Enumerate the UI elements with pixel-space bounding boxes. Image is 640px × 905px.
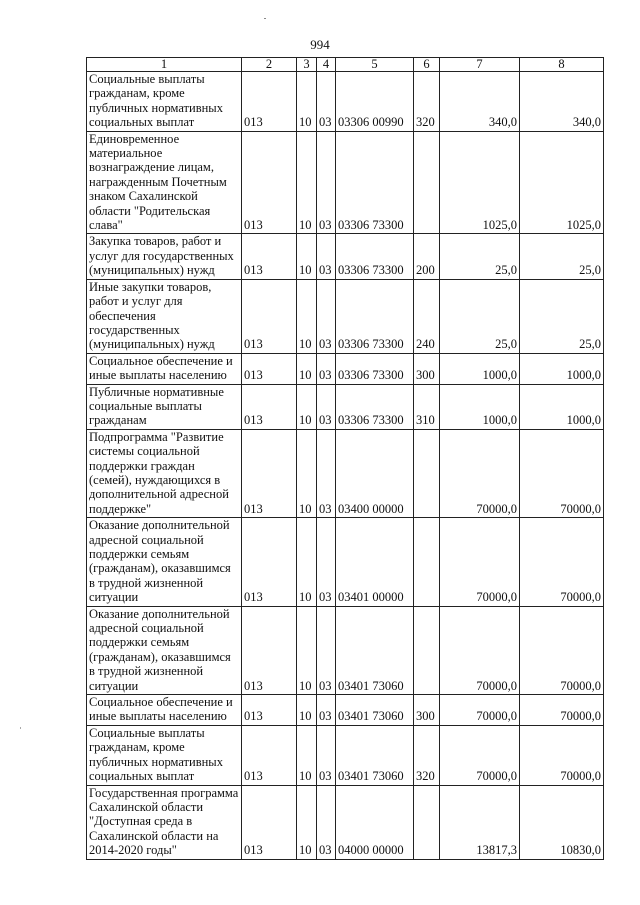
cell-ministry: 013: [242, 695, 297, 726]
cell-amount-7: 70000,0: [440, 518, 520, 606]
cell-section: 10: [297, 725, 317, 785]
cell-amount-7: 70000,0: [440, 429, 520, 517]
cell-ministry: 013: [242, 131, 297, 234]
row-name: Подпрограмма "Развитие системы социальной поддержки граждан (семей), нуждающихся в дополнительной адресной поддержке": [87, 429, 242, 517]
row-name: Социальные выплаты гражданам, кроме публичных нормативных социальных выплат: [87, 725, 242, 785]
cell-target-article: 04000 00000: [336, 785, 414, 859]
cell-expense-type: [414, 518, 440, 606]
col-header: 8: [520, 58, 604, 72]
row-name: Социальные выплаты гражданам, кроме публичных нормативных социальных выплат: [87, 72, 242, 132]
cell-subsection: 03: [317, 606, 336, 694]
cell-section: 10: [297, 72, 317, 132]
cell-amount-8: 1000,0: [520, 384, 604, 429]
cell-ministry: 013: [242, 234, 297, 279]
table-row: [87, 279, 604, 353]
cell-subsection: 03: [317, 695, 336, 726]
row-name: Оказание дополнительной адресной социальной поддержки семьям (гражданам), оказавшимся в трудной жизненной ситуации: [87, 606, 242, 694]
cell-target-article: 03306 73300: [336, 353, 414, 384]
row-name: Оказание дополнительной адресной социальной поддержки семьям (гражданам), оказавшимся в трудной жизненной ситуации: [87, 518, 242, 606]
col-header: 6: [414, 58, 440, 72]
cell-amount-8: 70000,0: [520, 695, 604, 726]
cell-amount-7: 25,0: [440, 234, 520, 279]
col-header: 5: [336, 58, 414, 72]
col-header: 2: [242, 58, 297, 72]
scan-speck: [264, 18, 266, 19]
cell-expense-type: 320: [414, 72, 440, 132]
cell-amount-7: 25,0: [440, 279, 520, 353]
cell-section: 10: [297, 785, 317, 859]
cell-ministry: 013: [242, 785, 297, 859]
cell-target-article: 03306 73300: [336, 279, 414, 353]
cell-subsection: 03: [317, 785, 336, 859]
page-number: 994: [310, 37, 330, 52]
cell-expense-type: 200: [414, 234, 440, 279]
cell-subsection: 03: [317, 131, 336, 234]
cell-ministry: 013: [242, 384, 297, 429]
cell-amount-8: 1000,0: [520, 353, 604, 384]
cell-amount-7: 1000,0: [440, 384, 520, 429]
cell-ministry: 013: [242, 429, 297, 517]
budget-table: [86, 57, 604, 860]
cell-section: 10: [297, 384, 317, 429]
table-row: [87, 518, 604, 606]
cell-target-article: 03306 73300: [336, 384, 414, 429]
cell-amount-8: 70000,0: [520, 518, 604, 606]
cell-section: 10: [297, 131, 317, 234]
col-header: 4: [317, 58, 336, 72]
table-row: [87, 234, 604, 279]
cell-section: 10: [297, 279, 317, 353]
col-header: 3: [297, 58, 317, 72]
cell-target-article: 03306 00990: [336, 72, 414, 132]
cell-expense-type: [414, 429, 440, 517]
cell-expense-type: [414, 131, 440, 234]
cell-ministry: 013: [242, 606, 297, 694]
cell-target-article: 03306 73300: [336, 234, 414, 279]
cell-section: 10: [297, 606, 317, 694]
cell-expense-type: [414, 606, 440, 694]
cell-target-article: 03401 73060: [336, 725, 414, 785]
cell-target-article: 03401 73060: [336, 695, 414, 726]
cell-amount-8: 10830,0: [520, 785, 604, 859]
cell-amount-7: 1000,0: [440, 353, 520, 384]
scan-speck: [20, 727, 21, 729]
cell-section: 10: [297, 234, 317, 279]
col-header: 1: [87, 58, 242, 72]
table-row: [87, 353, 604, 384]
cell-ministry: 013: [242, 518, 297, 606]
cell-amount-7: 13817,3: [440, 785, 520, 859]
table-row: [87, 695, 604, 726]
cell-amount-8: 25,0: [520, 279, 604, 353]
cell-expense-type: [414, 785, 440, 859]
row-name: Социальное обеспечение и иные выплаты населению: [87, 695, 242, 726]
table-row: [87, 725, 604, 785]
cell-expense-type: 300: [414, 695, 440, 726]
row-name: Социальное обеспечение и иные выплаты населению: [87, 353, 242, 384]
cell-subsection: 03: [317, 234, 336, 279]
cell-subsection: 03: [317, 429, 336, 517]
cell-target-article: 03401 73060: [336, 606, 414, 694]
cell-amount-7: 70000,0: [440, 725, 520, 785]
cell-ministry: 013: [242, 725, 297, 785]
cell-target-article: 03306 73300: [336, 131, 414, 234]
cell-amount-8: 70000,0: [520, 725, 604, 785]
cell-expense-type: 310: [414, 384, 440, 429]
cell-amount-7: 1025,0: [440, 131, 520, 234]
row-name: Публичные нормативные социальные выплаты гражданам: [87, 384, 242, 429]
row-name: Закупка товаров, работ и услуг для государственных (муниципальных) нужд: [87, 234, 242, 279]
cell-amount-8: 1025,0: [520, 131, 604, 234]
cell-expense-type: 300: [414, 353, 440, 384]
cell-subsection: 03: [317, 518, 336, 606]
col-header: 7: [440, 58, 520, 72]
table-row: [87, 72, 604, 132]
cell-amount-7: 340,0: [440, 72, 520, 132]
cell-section: 10: [297, 695, 317, 726]
row-name: Единовременное материальное вознаграждение лицам, награжденным Почетным знаком Сахалинской области "Родительская слава": [87, 131, 242, 234]
cell-subsection: 03: [317, 72, 336, 132]
cell-section: 10: [297, 518, 317, 606]
cell-subsection: 03: [317, 353, 336, 384]
cell-amount-8: 70000,0: [520, 606, 604, 694]
table-row: [87, 131, 604, 234]
cell-ministry: 013: [242, 72, 297, 132]
cell-expense-type: 240: [414, 279, 440, 353]
row-name: Государственная программа Сахалинской области "Доступная среда в Сахалинской области на 2014-2020 годы": [87, 785, 242, 859]
table-row: [87, 606, 604, 694]
cell-amount-8: 25,0: [520, 234, 604, 279]
cell-subsection: 03: [317, 384, 336, 429]
cell-amount-7: 70000,0: [440, 695, 520, 726]
cell-target-article: 03400 00000: [336, 429, 414, 517]
cell-ministry: 013: [242, 279, 297, 353]
cell-section: 10: [297, 429, 317, 517]
cell-amount-8: 70000,0: [520, 429, 604, 517]
cell-subsection: 03: [317, 279, 336, 353]
header-row: [87, 58, 604, 72]
cell-subsection: 03: [317, 725, 336, 785]
row-name: Иные закупки товаров, работ и услуг для обеспечения государственных (муниципальных) нужд: [87, 279, 242, 353]
table-row: [87, 785, 604, 859]
table-row: [87, 429, 604, 517]
cell-amount-8: 340,0: [520, 72, 604, 132]
cell-section: 10: [297, 353, 317, 384]
cell-target-article: 03401 00000: [336, 518, 414, 606]
cell-expense-type: 320: [414, 725, 440, 785]
table-row: [87, 384, 604, 429]
cell-amount-7: 70000,0: [440, 606, 520, 694]
cell-ministry: 013: [242, 353, 297, 384]
